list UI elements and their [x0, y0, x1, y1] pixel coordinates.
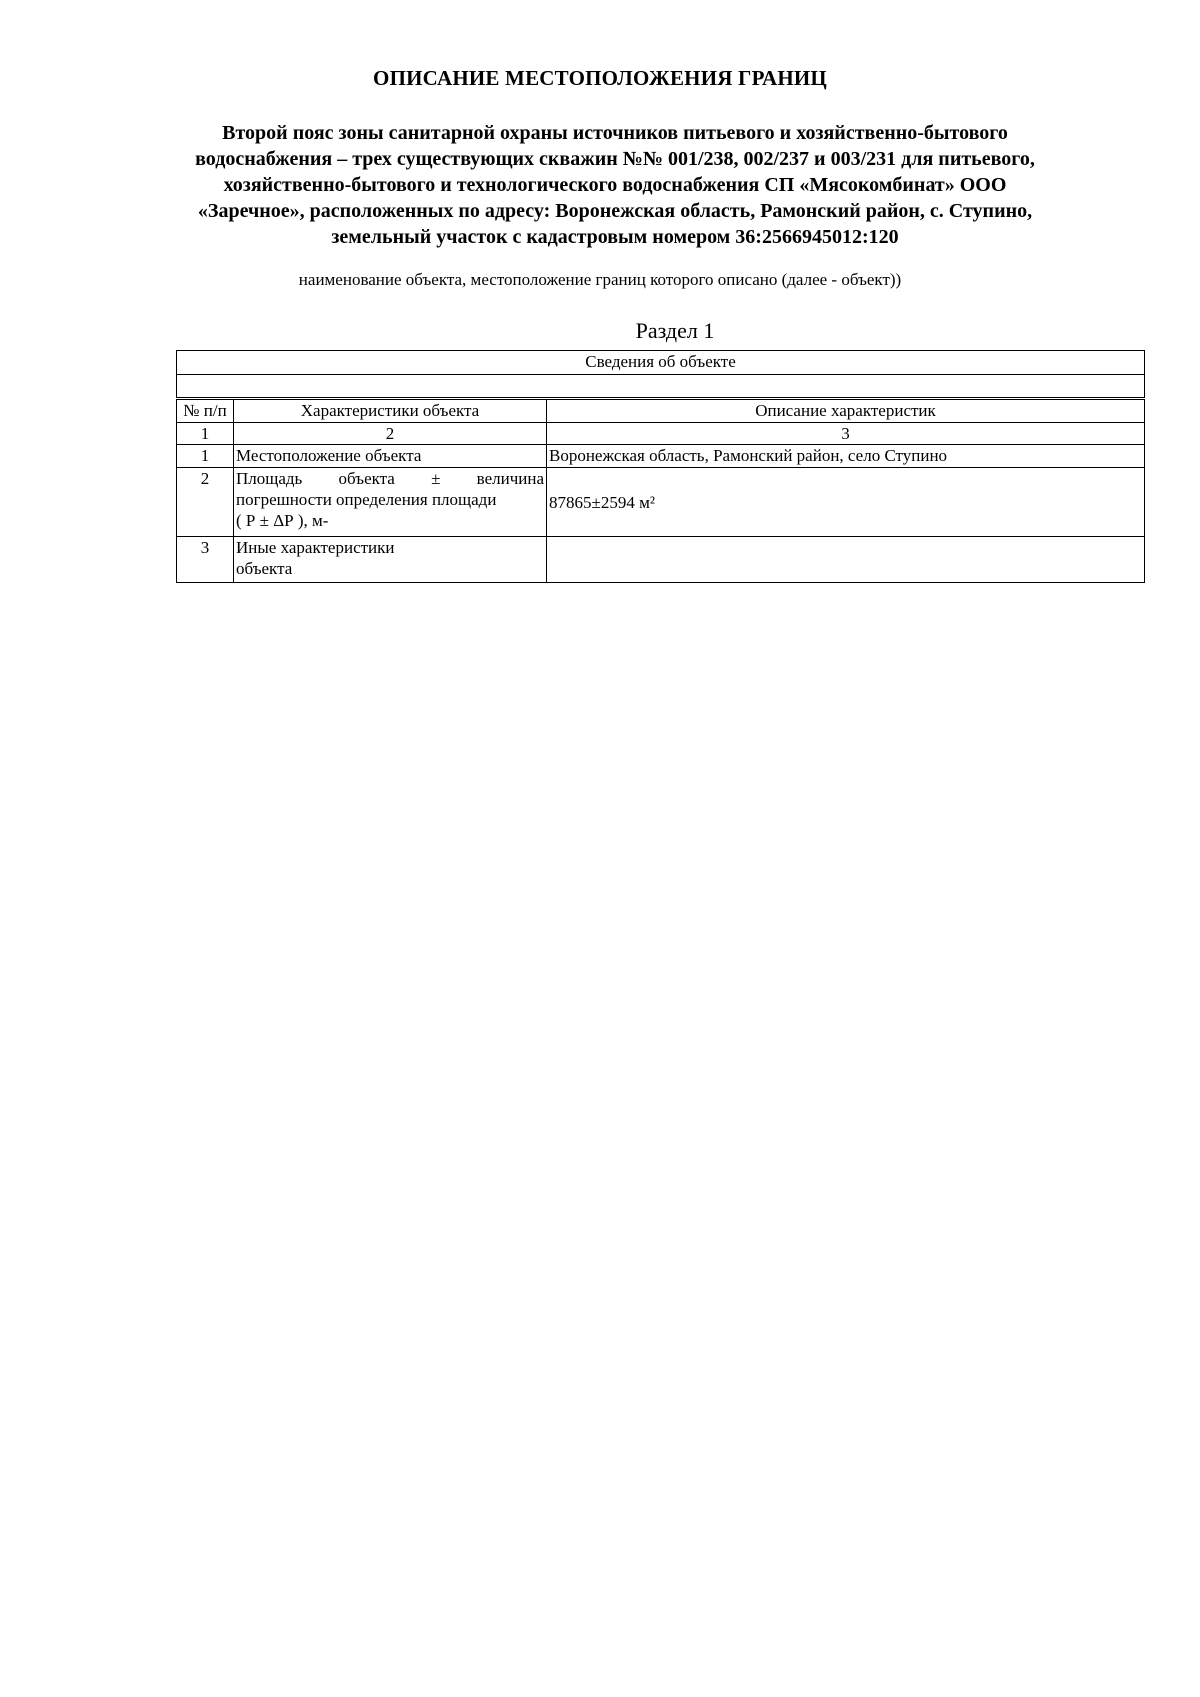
- row-description: 87865±2594 м²: [547, 468, 1145, 537]
- column-header-description: Описание характеристик: [547, 399, 1145, 423]
- row-number: 2: [177, 468, 234, 537]
- row-description: [547, 537, 1145, 583]
- object-name-line: «Заречное», расположенных по адресу: Воронежская область, Рамонский район, с. Ступино,: [197, 200, 1033, 222]
- table-row: [177, 468, 1145, 537]
- row-number: 3: [177, 537, 234, 583]
- table-row: [177, 445, 1145, 468]
- table-blank-row: [177, 375, 1145, 399]
- row-number: 1: [177, 445, 234, 468]
- row-characteristic: [234, 537, 547, 583]
- row-characteristic: [234, 468, 547, 537]
- table-header-row: [177, 399, 1145, 423]
- object-name: [180, 120, 1050, 250]
- section-heading: Раздел 1: [635, 318, 715, 343]
- object-name-line: хозяйственно-бытового и технологического водоснабжения СП «Мясокомбинат» ООО: [223, 174, 1007, 196]
- area-label-line1: [236, 468, 544, 489]
- column-number: 3: [547, 423, 1145, 445]
- column-header-number: № п/п: [177, 399, 234, 423]
- area-label-word: Площадь: [236, 469, 303, 488]
- area-label-word: величина: [476, 469, 544, 488]
- object-name-line: земельный участок с кадастровым номером 36:2566945012:120: [331, 226, 899, 248]
- page-title: ОПИСАНИЕ МЕСТОПОЛОЖЕНИЯ ГРАНИЦ: [373, 66, 827, 90]
- area-label-line3: ( Р ± ΔР ), м-: [236, 511, 329, 530]
- table-blank-cell: [177, 375, 1145, 399]
- area-label-word: объекта: [338, 469, 395, 488]
- other-characteristics-line1: Иные характеристики: [236, 538, 395, 557]
- row-characteristic: Местоположение объекта: [234, 445, 547, 468]
- table-heading-row: [177, 351, 1145, 375]
- area-label-line2: погрешности определения площади: [236, 490, 497, 509]
- table-row: [177, 537, 1145, 583]
- column-header-characteristic: Характеристики объекта: [234, 399, 547, 423]
- object-name-line: Второй пояс зоны санитарной охраны источников питьевого и хозяйственно-бытового: [222, 122, 1008, 144]
- object-name-caption: наименование объекта, местоположение границ которого описано (далее - объект)): [298, 270, 902, 289]
- other-characteristics-line2: объекта: [236, 559, 293, 578]
- row-description: Воронежская область, Рамонский район, село Ступино: [547, 445, 1145, 468]
- object-name-line: водоснабжения – трех существующих скважин №№ 001/238, 002/237 и 003/231 для питьевого,: [195, 148, 1035, 170]
- area-label-word: ±: [431, 469, 441, 488]
- column-number-row: [177, 423, 1145, 445]
- column-number: 1: [177, 423, 234, 445]
- column-number: 2: [234, 423, 547, 445]
- object-info-table: [176, 350, 1145, 583]
- table-heading: Сведения об объекте: [177, 351, 1145, 375]
